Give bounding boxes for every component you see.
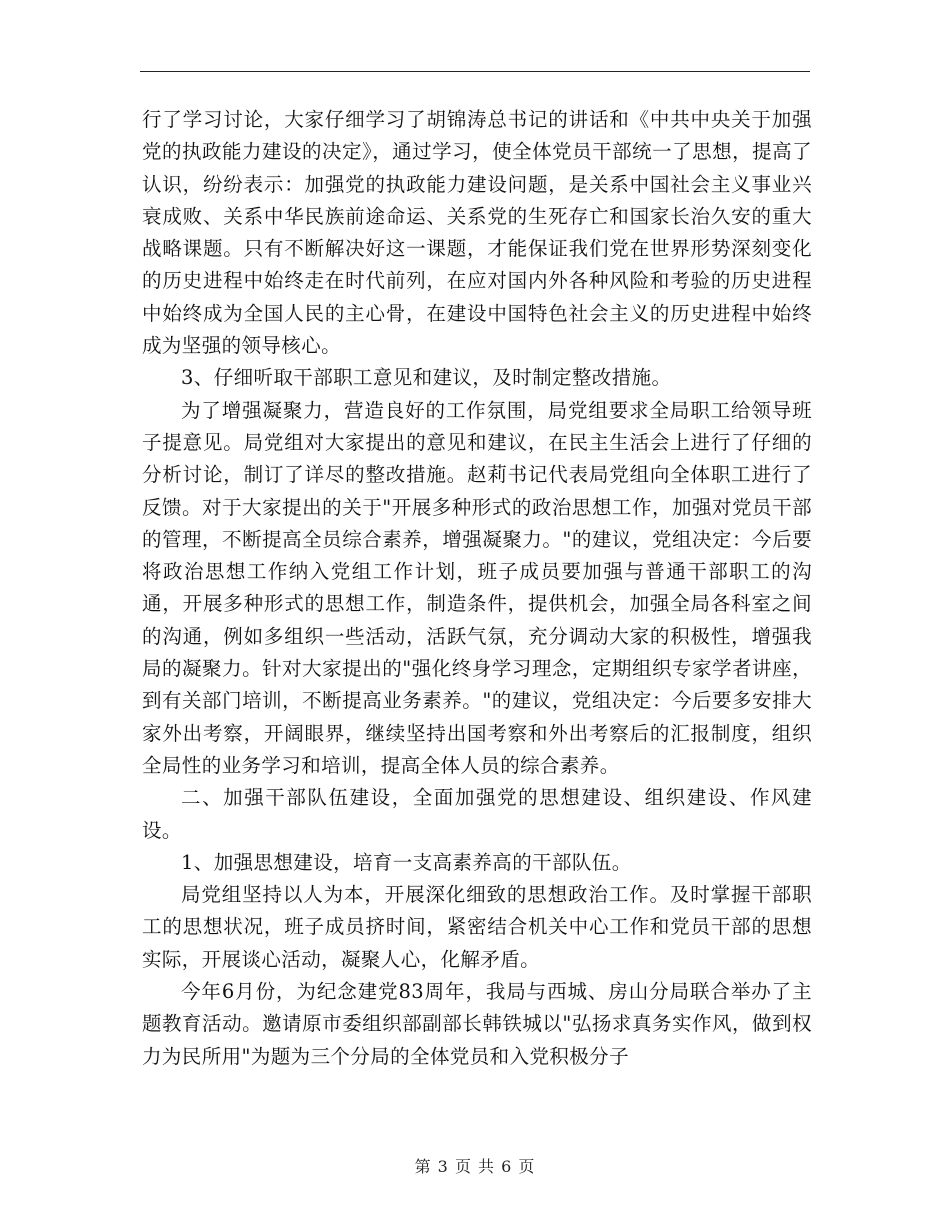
section-heading: 二、加强干部队伍建设，全面加强党的思想建设、组织建设、作风建设。: [142, 786, 812, 842]
header-rule: [140, 71, 810, 72]
paragraph: 为了增强凝聚力，营造良好的工作氛围，局党组要求全局职工给领导班子提意见。局党组对大家提出的意见和建议，在民主生活会上进行了仔细的分析讨论，制订了详尽的整改措施。赵莉书记代表局党组向全体职工进行了反馈。对于大家提出的关于"开展多种形式的政治思想工作，加强对党员干部的管理，不断提高全员综合素养，增强凝聚力。"的建议，党组决定：今后要将政治思想工作纳入党组工作计划，班子成员要加强与普通干部职工的沟通，开展多种形式的思想工作，制造条件，提供机会，加强全局各科室之间的沟通，例如多组织一些活动，活跃气氛，充分调动大家的积极性，增强我局的凝聚力。针对大家提出的"强化终身学习理念，定期组织专家学者讲座，到有关部门培训，不断提高业务素养。"的建议，党组决定：今后要多安排大家外出考察，开阔眼界，继续坚持出国考察和外出考察后的汇报制度，组织全局性的业务学习和培训，提高全体人员的综合素养。: [142, 398, 812, 777]
paragraph: 今年6月份，为纪念建党83周年，我局与西城、房山分局联合举办了主题教育活动。邀请原市委组织部副部长韩铁城以"弘扬求真务实作风，做到权力为民所用"为题为三个分局的全体党员和入党积极分子: [142, 980, 812, 1068]
paragraph: 局党组坚持以人为本，开展深化细致的思想政治工作。及时掌握干部职工的思想状况，班子成员挤时间，紧密结合机关中心工作和党员干部的思想实际，开展谈心活动，凝聚人心，化解矛盾。: [142, 883, 812, 971]
paragraph: 行了学习讨论，大家仔细学习了胡锦涛总书记的讲话和《中共中央关于加强党的执政能力建设的决定》，通过学习，使全体党员干部统一了思想，提高了认识，纷纷表示：加强党的执政能力建设问题，是关系中国社会主义事业兴衰成败、关系中华民族前途命运、关系党的生死存亡和国家长治久安的重大战略课题。只有不断解决好这一课题，才能保证我们党在世界形势深刻变化的历史进程中始终走在时代前列，在应对国内外各种风险和考验的历史进程中始终成为全国人民的主心骨，在建设中国特色社会主义的历史进程中始终成为坚强的领导核心。: [142, 108, 812, 358]
document-body: [142, 104, 812, 1073]
section-heading: 3、仔细听取干部职工意见和建议，及时制定整改措施。: [181, 366, 672, 390]
section-heading: 1、加强思想建设，培育一支高素养高的干部队伍。: [181, 850, 632, 874]
page-footer: 第 3 页 共 6 页: [414, 1157, 536, 1176]
